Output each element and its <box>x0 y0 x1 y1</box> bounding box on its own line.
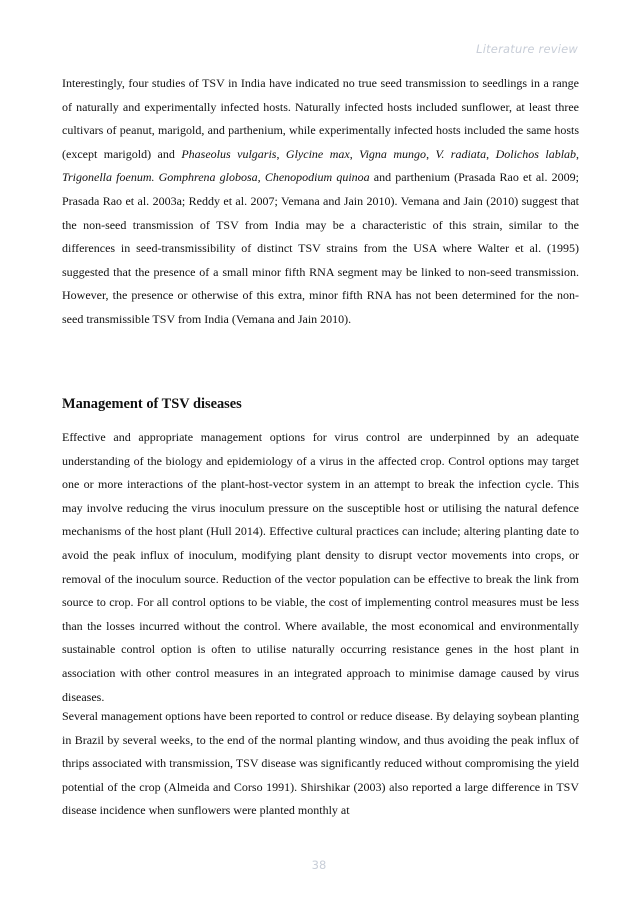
separator: , <box>426 146 436 161</box>
page-number: 38 <box>311 858 327 872</box>
paragraph-seed-transmission <box>62 72 579 332</box>
species-name: Vigna mungo <box>359 146 427 161</box>
species-name: Glycine max <box>285 146 350 161</box>
paragraph-text: and parthenium (Prasada Rao et al. 2009; Prasada Rao et al. 2003a; Reddy et al. 2007; Vemana and Jain 2010). Vemana and Jain (2010) suggest that the non-seed transmission of TSV from India may be a characteristic of this strain, similar to the differences in seed-transmissibility of distinct TSV strains from the USA where Walter et al. (1995) suggested that the presence of a small minor fifth RNA segment may be linked to non-seed transmission. However, the presence or otherwise of this extra, minor fifth RNA has not been determined for the non-seed transmissible TSV from India (Vemana and Jain 2010). <box>62 170 579 326</box>
separator: , <box>276 146 286 161</box>
species-name: Trigonella foenum. Gomphrena globosa, Chenopodium quinoa <box>62 170 370 185</box>
species-name: V. radiata <box>435 146 487 161</box>
separator: , <box>576 146 580 161</box>
paragraph-management-options: Several management options have been reported to control or reduce disease. By delaying soybean planting in Brazil by several weeks, to the end of the normal planting window, and thus avoiding the peak influx of thrips associated with transmission, TSV disease was significantly reduced without compromising the yield potential of the crop (Almeida and Corso 1991). Shirshikar (2003) also reported a large difference in TSV disease incidence when sunflowers were planted monthly at <box>62 709 579 818</box>
species-name: Phaseolus vulgaris <box>181 146 277 161</box>
species-name: Dolichos lablab <box>495 146 577 161</box>
separator: , <box>349 146 360 161</box>
paragraph-text: Interestingly, four studies of TSV in India have indicated no true seed transmission to seedlings in a range of naturally and experimentally infected hosts. Naturally infected hosts included sunflower, at least three cultivars of peanut, marigold, and parthenium, while experimentally infected hosts included the same hosts (except marigold) and <box>62 76 579 161</box>
running-header: Literature review <box>476 42 578 56</box>
section-heading: Management of TSV diseases <box>62 396 242 412</box>
separator: , <box>486 146 496 161</box>
paragraph-management-overview: Effective and appropriate management options for virus control are underpinned by an adequate understanding of the biology and epidemiology of a virus in the affected crop. Control options may target one or more interactions of the plant-host-vector system in an attempt to break the infection cycle. This may involve reducing the virus inoculum pressure on the susceptible host or utilising the natural defence mechanisms of the host plant (Hull 2014). Effective cultural practices can include; altering planting date to avoid the peak influx of inoculum, modifying plant density to disrupt vector movements into crops, or removal of the inoculum source. Reduction of the vector population can be effective to break the link from source to crop. For all control options to be viable, the cost of implementing control measures must be less than the losses incurred without the control. Where available, the most economical and environmentally sustainable control option is often to utilise naturally occurring resistance genes in the host plant in association with other control measures in an integrated approach to minimise damage caused by virus diseases. <box>62 430 579 704</box>
